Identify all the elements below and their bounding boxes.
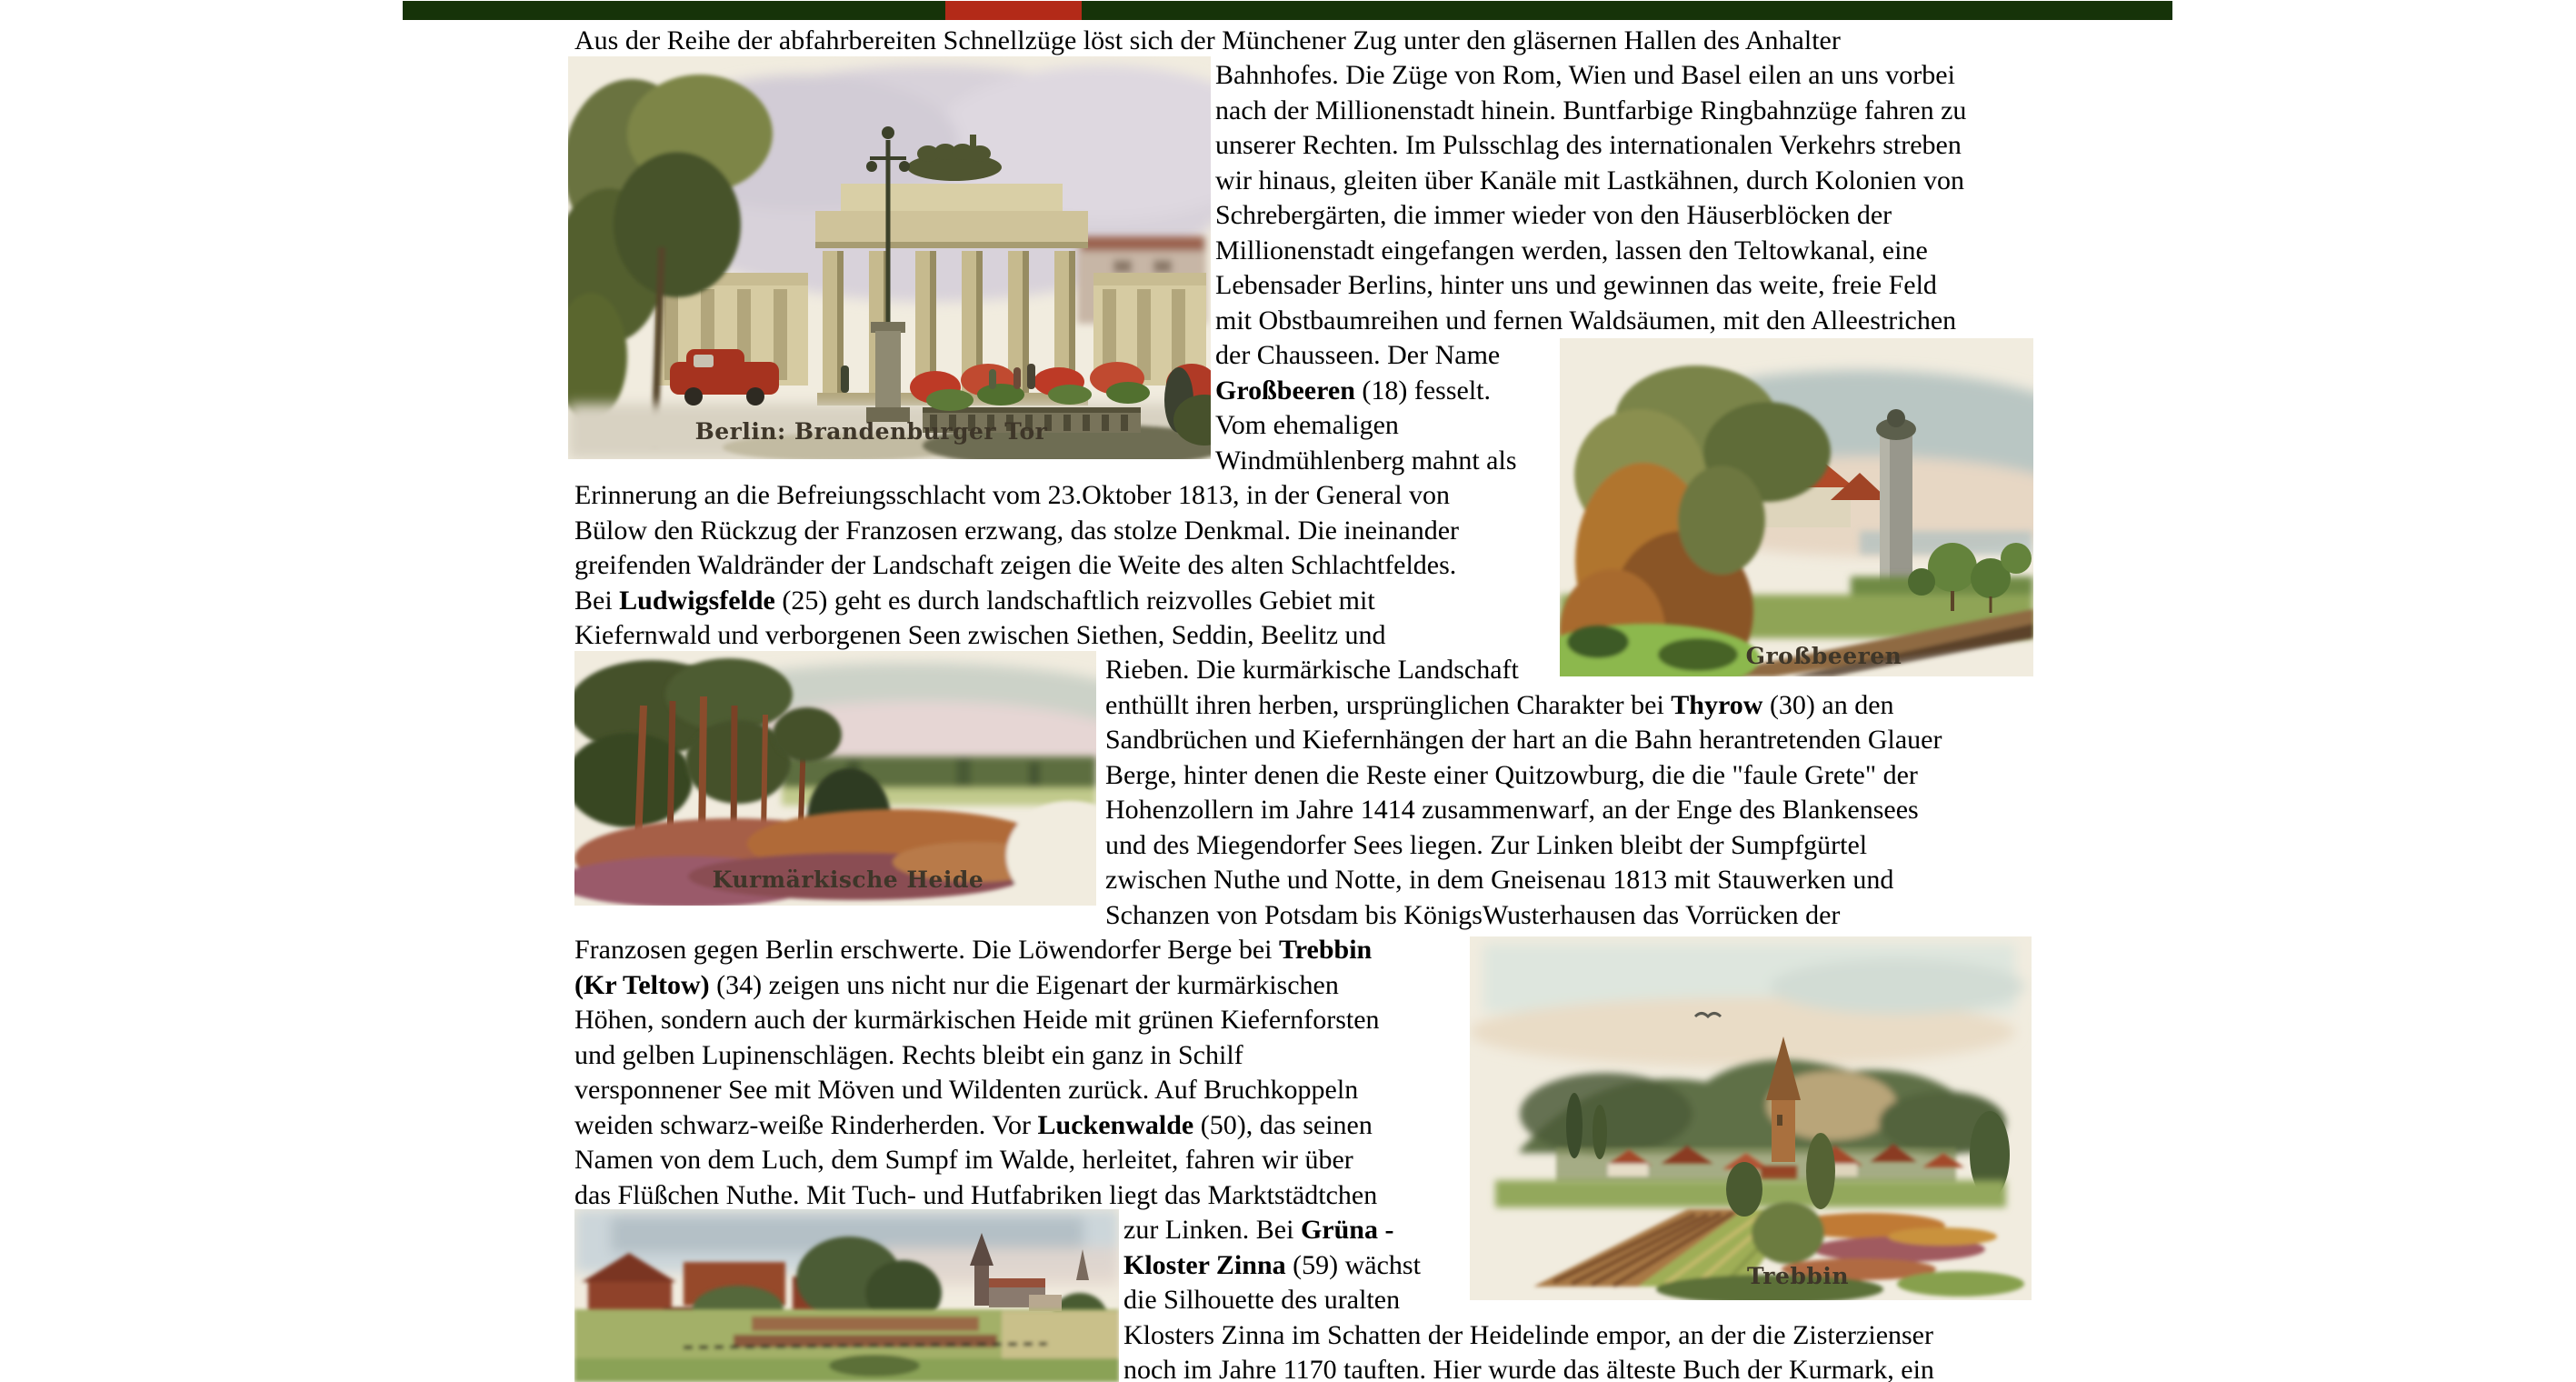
text-line: Höhen, sondern auch der kurmärkischen Heide mit grünen Kiefernforsten: [574, 1005, 1380, 1035]
text-line: zur Linken. Bei Grüna -: [1123, 1215, 1394, 1245]
text-line: und gelben Lupinenschlägen. Rechts bleibt ein ganz in Schilf: [574, 1039, 1243, 1070]
text-line: der Chausseen. Der Name: [1215, 340, 1501, 370]
text-line: nach der Millionenstadt hinein. Buntfarbige Ringbahnzüge fahren zu: [1215, 95, 1967, 125]
text-line: Schanzen von Potsdam bis KönigsWusterhausen das Vorrücken der: [1105, 899, 1841, 930]
text-line: Millionenstadt eingefangen werden, lassen den Teltowkanal, eine: [1215, 235, 1928, 265]
text-line: greifenden Waldränder der Landschaft zeigen die Weite des alten Schlachtfeldes.: [574, 550, 1457, 580]
header-bar: [403, 1, 2172, 20]
figure-village-view: [574, 1209, 1119, 1382]
text-line: mit Obstbaumreihen und fernen Waldsäumen, mit den Alleestrichen: [1215, 305, 1957, 335]
text-line: (Kr Teltow) (34) zeigen uns nicht nur die Eigenart der kurmärkischen: [574, 969, 1339, 1000]
text-intro-line: [574, 24, 1841, 59]
text-line: Hohenzollern im Jahre 1414 zusammenwarf, an der Enge des Blankensees: [1105, 795, 1919, 825]
text-line: Namen von dem Luch, dem Sumpf im Walde, herleitet, fahren wir über: [574, 1145, 1353, 1175]
text-line: Berge, hinter denen die Reste einer Quitzowburg, die die "faule Grete" der: [1105, 759, 1918, 790]
text-line: wir hinaus, gleiten über Kanäle mit Lastkähnen, durch Kolonien von: [1215, 165, 1964, 195]
text-line: Windmühlenberg mahnt als: [1215, 445, 1517, 476]
text-line: die Silhouette des uralten: [1123, 1285, 1401, 1315]
figure-caption: Großbeeren: [1745, 643, 1902, 669]
figure-trebbin: [1470, 936, 2032, 1300]
text-line: enthüllt ihren herben, ursprünglichen Charakter bei Thyrow (30) an den: [1105, 689, 1894, 720]
text-line: Bülow den Rückzug der Franzosen erzwang, das stolze Denkmal. Die ineinander: [574, 515, 1460, 546]
fields: [574, 1309, 1119, 1382]
text-line: Großbeeren (18) fesselt.: [1215, 375, 1492, 406]
text-line: Aus der Reihe der abfahrbereiten Schnellzüge löst sich der Münchener Zug unter den gläsernen Hallen des Anhalter: [574, 25, 1841, 55]
text-line: Klosters Zinna im Schatten der Heidelinde empor, an der die Zisterzienser: [1123, 1319, 1933, 1350]
text-line: versponnener See mit Möven und Wildenten zurück. Auf Bruchkoppeln: [574, 1075, 1359, 1105]
text-line: Bahnhofes. Die Züge von Rom, Wien und Basel eilen an uns vorbei: [1215, 60, 1955, 90]
grossbeeren-painting: [1560, 338, 2033, 676]
text-right-of-gate: [1215, 58, 1966, 338]
figure-caption: Kurmärkische Heide: [712, 866, 984, 893]
text-full-width-mid: [574, 478, 1459, 654]
text-left-of-trebbin: [574, 933, 1380, 1213]
trebbin-painting: [1470, 936, 2032, 1300]
text-line: Franzosen gegen Berlin erschwerte. Die Löwendorfer Berge bei Trebbin: [574, 935, 1373, 965]
brandenburg-painting: [568, 56, 1211, 459]
text-line: Lebensader Berlins, hinter uns und gewinnen das weite, freie Feld: [1215, 270, 1937, 300]
text-beside-grossbeeren: [1215, 338, 1517, 478]
text-line: Vom ehemaligen: [1215, 410, 1399, 440]
text-line: Erinnerung an die Befreiungsschlacht vom 23.Oktober 1813, in der General von: [574, 480, 1451, 510]
text-line: Sandbrüchen und Kiefernhängen der hart an die Bahn herantretenden Glauer: [1105, 725, 1942, 755]
text-line: Rieben. Die kurmärkische Landschaft: [1105, 655, 1519, 685]
text-line: das Flüßchen Nuthe. Mit Tuch- und Hutfabriken liegt das Marktstädtchen: [574, 1179, 1378, 1210]
text-line: Bei Ludwigsfelde (25) geht es durch landschaftlich reizvolles Gebiet mit: [574, 585, 1375, 616]
text-right-of-heide: [1105, 653, 1942, 933]
figure-brandenburger-tor: [568, 56, 1211, 459]
header-accent-block: [945, 1, 1082, 20]
sky: [1470, 944, 2024, 1067]
figure-grossbeeren: [1560, 338, 2033, 676]
text-line: weiden schwarz-weiße Rinderherden. Vor Luckenwalde (50), das seinen: [574, 1109, 1373, 1140]
text-line: Kloster Zinna (59) wächst: [1123, 1249, 1421, 1280]
text-line: zwischen Nuthe und Notte, in dem Gneisenau 1813 mit Stauwerken und: [1105, 865, 1894, 895]
figure-caption: Trebbin: [1747, 1263, 1849, 1289]
text-line: Schrebergärten, die immer wieder von den Häuserblöcken der: [1215, 200, 1892, 230]
figure-caption: Berlin: Brandenburger Tor: [694, 418, 1048, 445]
figure-kurmaerkische-heide: [574, 651, 1096, 906]
text-line: und des Miegendorfer Sees liegen. Zur Linken bleibt der Sumpfgürtel: [1105, 829, 1868, 860]
text-line: unserer Rechten. Im Pulsschlag des internationalen Verkehrs streben: [1215, 130, 1962, 160]
text-line: noch im Jahre 1170 tauften. Hier wurde das älteste Buch der Kurmark, ein: [1123, 1355, 1934, 1382]
text-line: Kiefernwald und verborgenen Seen zwischen Siethen, Seddin, Beelitz und: [574, 620, 1386, 650]
village-painting: [574, 1209, 1119, 1382]
